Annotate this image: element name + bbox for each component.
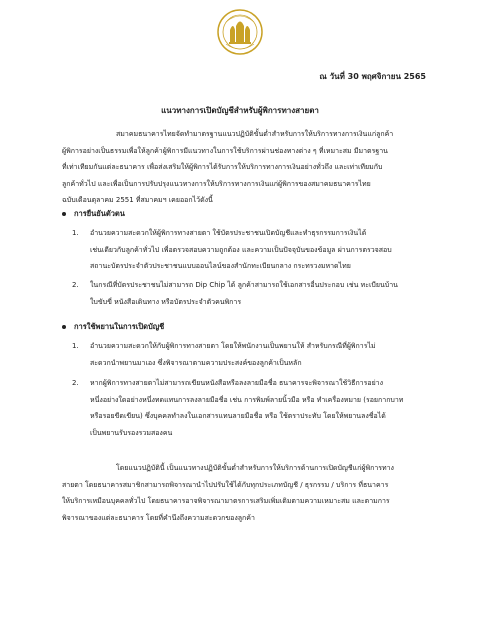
item-line: ในกรณีที่บัตรประชาชนไม่สามารถ Dip Chip ได้ ลูกค้าสามารถใช้เอกสารอื่นประกอบ เช่น ทะเบียนบ้าน xyxy=(90,281,398,289)
intro-paragraph xyxy=(62,126,426,209)
document-title: แนวทางการเปิดบัญชีสำหรับผู้พิการทางสายตา xyxy=(161,106,319,115)
item-line: ใบขับขี่ หนังสือเดินทาง หรือบัตรประจำตัวคนพิการ xyxy=(90,297,242,306)
item-line: สะดวกนำพยานมาเอง ซึ่งพิจารณาตามความประสงค์ของลูกค้าเป็นหลัก xyxy=(90,358,302,367)
intro-line: ผู้พิการอย่างเป็นธรรมเพื่อให้ลูกค้าผู้พิการมีแนวทางในการใช้บริการผ่านช่องทางต่าง ๆ ที่เหมาะสม มีมาตรฐาน xyxy=(62,146,388,155)
item-number: 2. xyxy=(72,379,79,387)
item-number: 1. xyxy=(72,229,79,237)
item-line: เช่นเดียวกับลูกค้าทั่วไป เพื่อตรวจสอบความถูกต้อง และความเป็นปัจจุบันของข้อมูล ผ่านการตรวจสอบ xyxy=(90,245,392,254)
closing-line: สายตา โดยธนาคารสมาชิกสามารถพิจารณานำไปปรับใช้ได้กับทุกประเภทบัญชี / ธุรกรรม / บริการ ที่ธนาคาร xyxy=(62,480,389,489)
closing-line: โดยแนวปฏิบัตินี้ เป็นแนวทางปฏิบัติขั้นต่ำสำหรับการให้บริการด้านการเปิดบัญชีแก่ผู้พิการทาง xyxy=(116,464,394,472)
closing-line: ให้บริการเหมือนบุคคลทั่วไป โดยธนาคารอาจพิจารณามาตรการเสริมเพิ่มเติมตามความเหมาะสม และตามการ xyxy=(62,497,390,506)
item-line: หนึ่งอย่างใดอย่างหนึ่งทดแทนการลงลายมือชื่อ เช่น การพิมพ์ลายนิ้วมือ หรือ ทำเครื่องหมาย (รอยกากบาท xyxy=(90,395,404,404)
bullet-icon xyxy=(62,325,66,329)
item-line: อำนวยความสะดวกให้กับผู้พิการทางสายตา โดยให้พนักงานเป็นพยานให้ สำหรับกรณีที่ผู้พิการไม่ xyxy=(90,342,376,350)
item-number: 2. xyxy=(72,281,79,289)
item-line: อำนวยความสะดวกให้ผู้พิการทางสายตา ใช้บัตรประชาชนเปิดบัญชีและทำธุรกรรมการเงินได้ xyxy=(90,229,367,237)
section-heading-identity: การยืนยันตัวตน xyxy=(62,208,125,220)
thai-bankers-association-logo xyxy=(216,8,264,56)
intro-line: ที่เท่าเทียมกันแต่ละธนาคาร เพื่อส่งเสริมให้ผู้พิการได้รับการให้บริการทางการเงินอย่างทั่วถึง และเท่าเทียมกับ xyxy=(62,163,383,172)
thai-bankers-association-seal-icon xyxy=(216,8,264,56)
closing-paragraph xyxy=(62,460,426,526)
item-line: สถานะบัตรประจำตัวประชาชนแบบออนไลน์ของสำนักทะเบียนกลาง กระทรวงมหาดไทย xyxy=(90,262,351,271)
intro-line: สมาคมธนาคารไทยจัดทำมาตรฐานแนวปฏิบัติขั้นต่ำสำหรับการให้บริการทางการเงินแก่ลูกค้า xyxy=(116,130,394,138)
closing-line: พิจารณาของแต่ละธนาคาร โดยที่คำนึงถึงความสะดวกของลูกค้า xyxy=(62,513,255,522)
item-line: หากผู้พิการทางสายตาไม่สามารถเขียนหนังสือหรือลงลายมือชื่อ ธนาคารจะพิจารณาใช้วิธีการอย่าง xyxy=(90,379,384,387)
document-date: ณ วันที่ 30 พฤศจิกายน 2565 xyxy=(319,72,426,81)
item-number: 1. xyxy=(72,342,79,350)
intro-line: ฉบับเดือนตุลาคม 2551 ที่สมาคมฯ เคยออกไว้ดังนี้ xyxy=(62,196,213,205)
item-line: หรือรอยขีดเขียน) ซึ่งบุคคลทำลงในเอกสารแทนลายมือชื่อ หรือ ใช้ตราประทับ โดยให้พยานลงชื่อได้ xyxy=(90,412,386,421)
item-line: เป็นพยานรับรองรวมสองคน xyxy=(90,428,173,437)
section-heading-witness: การใช้พยานในการเปิดบัญชี xyxy=(62,321,164,333)
intro-line: ลูกค้าทั่วไป และเพื่อเป็นการปรับปรุงแนวทางการให้บริการทางการเงินแก่ผู้พิการของสมาคมธนาคารไทย xyxy=(62,179,371,188)
bullet-icon xyxy=(62,212,66,216)
